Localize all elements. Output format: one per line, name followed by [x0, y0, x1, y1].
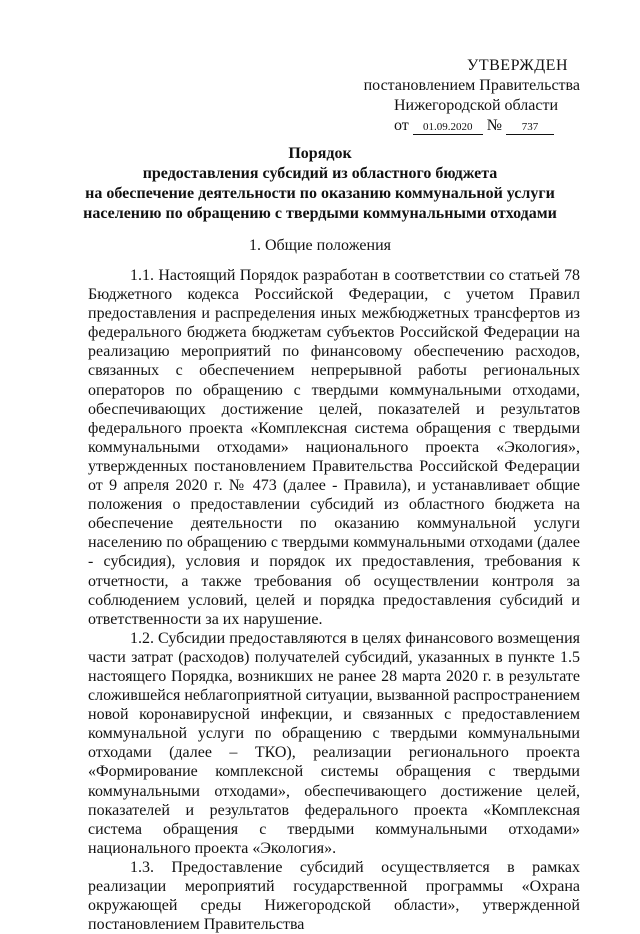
approval-line-government: постановлением Правительства — [363, 77, 580, 94]
section-body — [88, 266, 580, 934]
approved-heading: УТВЕРЖДЕН — [467, 57, 568, 74]
title-line-1: Порядок — [288, 145, 352, 162]
approval-number: 737 — [506, 120, 554, 135]
title-line-2: предоставления субсидий из областного бюджета — [142, 165, 498, 182]
approval-date: 01.09.2020 — [413, 120, 483, 135]
number-label: № — [486, 117, 503, 134]
document-title — [80, 144, 560, 224]
approval-date-line — [350, 116, 580, 136]
paragraph-1-1: 1.1. Настоящий Порядок разработан в соответствии со статьей 78 Бюджетного кодекса Российской Федерации, с учетом Правил предоставления и распределения иных межбюджетных трансфертов из федерального бюджета бюджетам субъектов Российской Федерации на реализацию мероприятий по финансовому обеспечению расходов, связанных с обеспечением непрерывной работы региональных операторов по обращению с твердыми коммунальными отходами, обеспечивающих достижение целей, показателей и результатов федерального проекта «Комплексная система обращения с твердыми коммунальными отходами» национального проекта «Экология», утвержденных постановлением Правительства Российской Федерации от 9 апреля 2020 г. № 473 (далее - Правила), и устанавливает общие положения о предоставлении субсидий из областного бюджета на обеспечение деятельности по оказанию коммунальной услуги населению по обращению с твердыми коммунальными отходами (далее - субсидия), условия и порядок их предоставления, требования к отчетности, а также требования об осуществлении контроля за соблюдением условий, целей и порядка предоставления субсидий и ответственности за их нарушение. — [88, 267, 580, 628]
paragraph-1-3: 1.3. Предоставление субсидий осуществляется в рамках реализации мероприятий государственной программы «Охрана окружающей среды Нижегородской области», утвержденной постановлением Правительства — [88, 858, 580, 934]
approval-line-region: Нижегородской области — [393, 97, 558, 114]
section-heading: 1. Общие положения — [248, 237, 392, 254]
approval-stamp — [350, 56, 580, 136]
title-line-4: населению по обращению с твердыми коммунальными отходами — [83, 205, 557, 222]
from-label: от — [394, 117, 409, 134]
paragraph-1-2: 1.2. Субсидии предоставляются в целях финансового возмещения части затрат (расходов) получателей субсидий, указанных в пункте 1.5 настоящего Порядка, возникших не ранее 28 марта 2020 г. в результате сложившейся неблагоприятной ситуации, вызванной распространением новой коронавирусной инфекции, и связанных с предоставлением коммунальной услуги по обращению с твердыми коммунальными отходами (далее – ТКО), реализации регионального проекта «Формирование комплексной системы обращения с твердыми коммунальными отходами», обеспечивающего достижение целей, показателей и результатов федерального проекта «Комплексная система обращения с твердыми коммунальными отходами» национального проекта «Экология». — [88, 629, 580, 857]
title-line-3: на обеспечение деятельности по оказанию коммунальной услуги — [85, 185, 555, 202]
